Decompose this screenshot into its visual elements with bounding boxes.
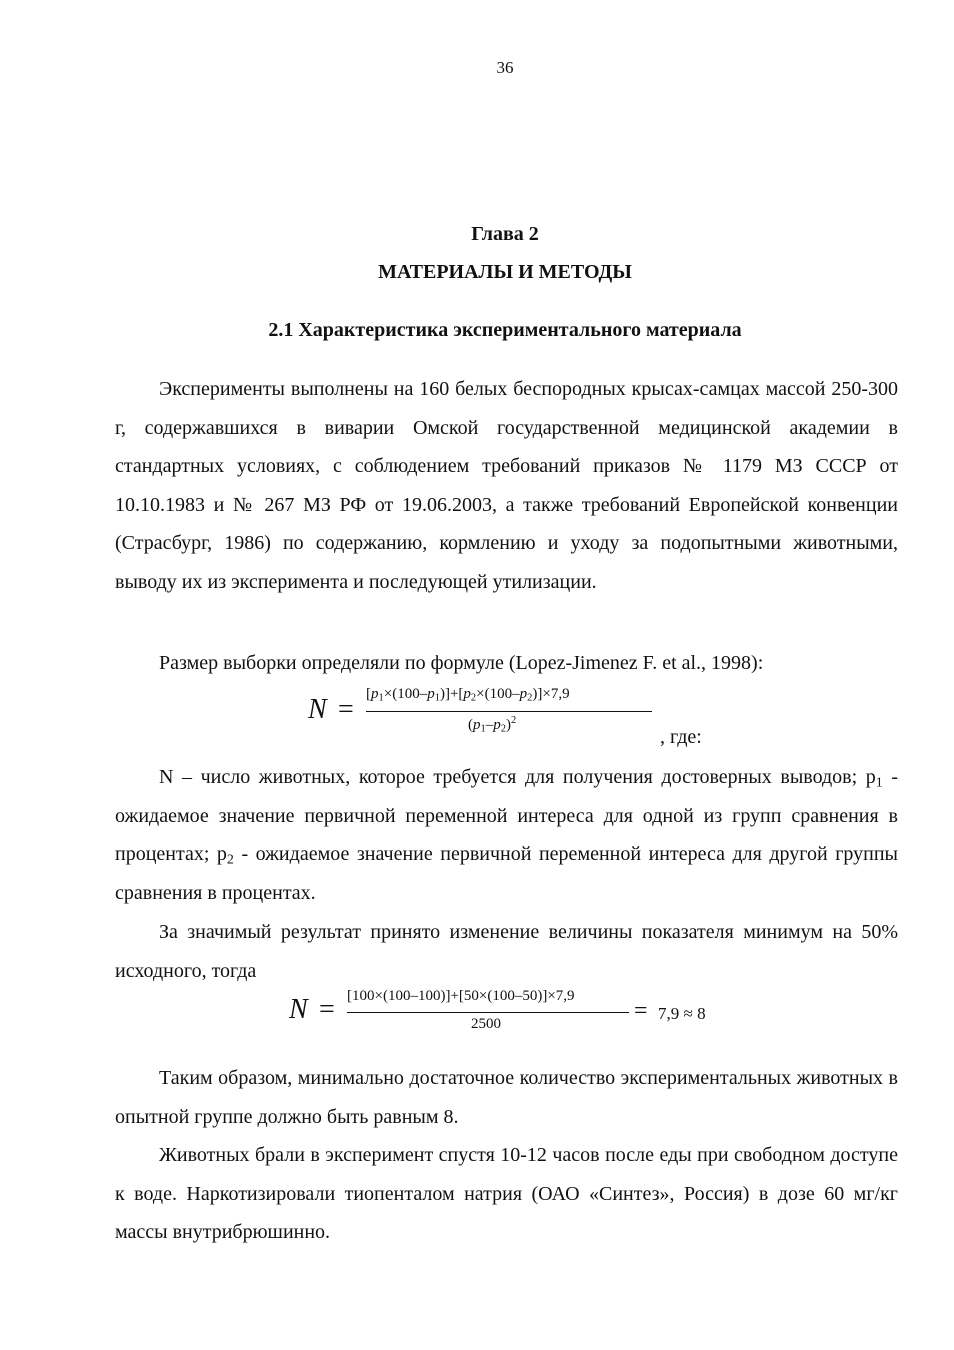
- chapter-title: МАТЕРИАЛЫ И МЕТОДЫ: [378, 261, 632, 283]
- definitions-text-c: - ожидаемое значение первичной переменной интереса для другой группы сравнения в процентах.: [115, 843, 898, 904]
- formula-lhs: N: [289, 994, 308, 1025]
- formula-equals-result: =: [634, 998, 648, 1024]
- formula-denominator: 2500: [471, 1016, 501, 1032]
- formula-result: 7,9 ≈ 8: [658, 1004, 706, 1023]
- formula-fraction-bar: [366, 711, 652, 712]
- definitions-sub-1: 1: [875, 775, 883, 791]
- section-title: 2.1 Характеристика экспериментального материала: [268, 319, 742, 341]
- paragraph-experiments: Эксперименты выполнены на 160 белых беспородных крысах-самцах массой 250-300 г, содержавшихся в виварии Омской государственной медицинской академии в стандартных условиях, с соблюдением требований приказов № 1179 МЗ СССР от 10.10.1983 и № 267 МЗ РФ от 19.06.2003, а также требований Европейской конвенции (Страсбург, 1986) по содержанию, кормлению и уходу за подопытными животными, выводу их из эксперимента и последующей утилизации.: [115, 378, 898, 593]
- formula-where: , где:: [660, 726, 702, 748]
- formula-equals: =: [319, 994, 335, 1025]
- definitions-sub-2: 2: [226, 852, 234, 868]
- page-number: 36: [496, 58, 514, 77]
- formula-fraction-bar: [347, 1012, 629, 1013]
- formula-lhs: N: [308, 694, 327, 725]
- paragraph-anesthesia: Животных брали в эксперимент спустя 10-12 часов после еды при свободном доступе к воде. Наркотизировали тиопенталом натрия (ОАО «Синтез», Россия) в дозе 60 мг/кг массы внутрибрюшинно.: [115, 1144, 898, 1243]
- formula-denominator: $(p_1-p_2)^2$: [468, 715, 517, 735]
- chapter-number: Глава 2: [471, 223, 539, 245]
- formula-equals: =: [338, 694, 354, 725]
- paragraph-definitions: [115, 758, 898, 912]
- formula-numerator: [100×(100–100)]+[50×(100–50)]×7,9: [347, 988, 575, 1004]
- formula-sample-size: [308, 684, 728, 754]
- formula-numerator: $[p_1\times(100-p_1)]+[p_2\times(100-p_2)]\times 7,9$: [366, 686, 570, 704]
- paragraph-significance: За значимый результат принято изменение величины показателя минимум на 50% исходного, тогда: [115, 921, 898, 982]
- paragraph-sample-size: Размер выборки определяли по формуле (Lopez-Jimenez F. et al., 1998):: [159, 652, 764, 674]
- definitions-text-b: - ожидаемое значение первичной переменной интереса для одной из групп сравнения в процентах; p: [115, 766, 898, 865]
- formula-calculation: [289, 986, 749, 1040]
- paragraph-conclusion: Таким образом, минимально достаточное количество экспериментальных животных в опытной группе должно быть равным 8.: [115, 1067, 898, 1128]
- definitions-text-a: N – число животных, которое требуется для получения достоверных выводов; p: [159, 766, 876, 788]
